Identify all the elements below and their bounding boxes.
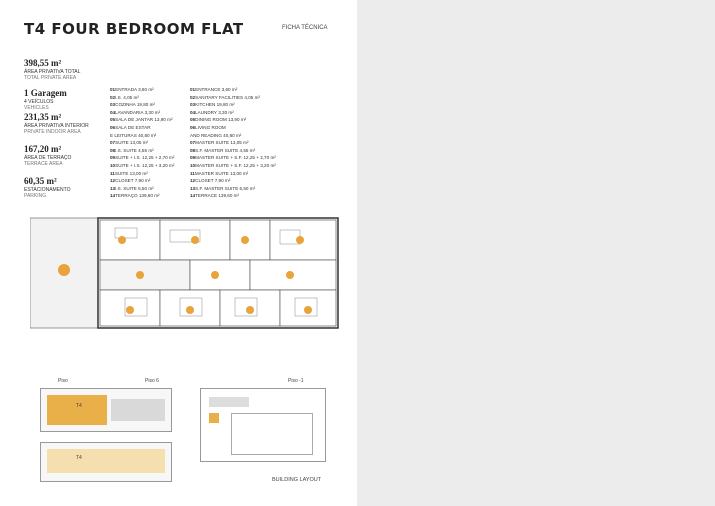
room-name: SUITE 13,00 m² (114, 170, 148, 176)
room-row (190, 94, 260, 102)
stat-value: 60,35 m² (24, 176, 57, 186)
room-name: AND READING 40,80 m² (190, 132, 242, 138)
room-row (190, 177, 230, 185)
room-name: ENTRANCE 3,60 m² (195, 87, 238, 92)
stat-label-en: PARKING (24, 193, 47, 199)
room-name: I.S. 4,05 m² (115, 94, 139, 100)
room-number: 10 (110, 163, 116, 168)
stat-value: 398,55 m² (24, 58, 62, 68)
stat-label-en: TOTAL PRIVATE AREA (24, 75, 77, 81)
room-number: 08 (110, 147, 116, 153)
room-number: 04 (190, 109, 196, 115)
room-number: 14 (110, 193, 116, 199)
room-number: 01 (110, 87, 116, 92)
room-row (190, 185, 255, 193)
stat-label-en: TERRACE AREA (24, 161, 63, 167)
room-name: TERRACE 139,60 m² (195, 193, 240, 199)
layout-floor-6-label: Piso 6 (145, 378, 159, 384)
room-name: SALA DE ESTAR (115, 125, 151, 130)
stat-value: 167,20 m² (24, 144, 62, 154)
room-name: TERRAÇO 139,60 m² (115, 193, 160, 199)
room-number: 12 (190, 178, 196, 184)
page-title: T4 FOUR BEDROOM FLAT (24, 20, 244, 38)
room-row (110, 147, 154, 155)
room-number: 13 (110, 185, 116, 191)
room-name: I.S. SUITE 4,55 m² (115, 147, 154, 153)
room-number: 10 (190, 163, 196, 168)
stat-label: 4 VEÍCULOS (24, 99, 54, 105)
room-row (110, 185, 154, 193)
layout-floor-minus1-box (200, 388, 326, 462)
room-row (190, 116, 246, 124)
room-name: SUITE + I.S. 12,25 + 3,20 m² (115, 163, 175, 168)
room-number: 03 (110, 102, 116, 108)
room-number: 06 (190, 125, 196, 130)
building-layout-label: BUILDING LAYOUT (272, 477, 322, 483)
room-name: SUITE + I.S. 12,25 + 2,70 m² (115, 155, 175, 161)
room-row (110, 177, 150, 185)
room-name: MASTER SUITE 13,00 m² (194, 170, 249, 176)
room-row (110, 116, 172, 124)
room-row (110, 86, 154, 94)
room-number: 08 (190, 147, 196, 153)
room-row (110, 139, 148, 147)
layout-floor-label: Piso (58, 378, 68, 384)
room-number: 09 (110, 155, 116, 161)
room-name: ENTRADA 3,60 m² (115, 87, 154, 92)
room-name: E LEITURAS 40,80 m² (110, 132, 157, 138)
room-row (190, 86, 237, 94)
room-row (110, 170, 148, 178)
room-name: DINING ROOM 13,90 m² (195, 117, 247, 123)
stat-value: 231,35 m² (24, 112, 62, 122)
stat-label: ÁREA PRIVATIVA TOTAL (24, 69, 81, 75)
room-number: 09 (190, 155, 196, 161)
room-row (190, 154, 276, 162)
floor-plan (30, 210, 340, 350)
room-number: 02 (110, 94, 116, 100)
room-row (110, 154, 174, 162)
stat-label: ÁREA PRIVATIVA INTERIOR (24, 123, 89, 129)
layout-floor-box-2 (40, 442, 172, 482)
room-name: COZINHA 19,80 m² (115, 102, 155, 108)
room-number: 12 (110, 178, 116, 184)
room-number: 06 (110, 125, 116, 130)
room-name: CLOSET 7,90 m² (195, 178, 231, 184)
room-name: MASTER SUITE + S.F. 12,25 + 2,70 m² (195, 155, 276, 161)
room-name: SUITE 13,05 m² (115, 140, 149, 146)
layout-floor-box (40, 388, 172, 432)
room-row (190, 170, 248, 178)
room-row (110, 124, 151, 132)
room-name: SALA DE JANTAR 13,90 m² (115, 117, 173, 123)
left-page (0, 0, 357, 506)
room-name: LAVANDARIA 3,30 m² (115, 109, 161, 115)
room-number: 01 (190, 87, 196, 92)
room-name: MASTER SUITE 13,05 m² (195, 140, 249, 146)
room-row (190, 109, 234, 117)
room-number: 11 (190, 170, 195, 176)
room-number: 07 (110, 140, 116, 146)
room-number: 05 (110, 117, 116, 123)
room-row (110, 109, 160, 117)
room-name: LIVING ROOM (195, 125, 226, 130)
room-name: KITCHEN 19,80 m² (195, 102, 235, 108)
room-number: 11 (110, 170, 115, 176)
stat-label-en: VEHICLES (24, 105, 49, 111)
room-row (110, 101, 155, 109)
room-row (190, 192, 239, 200)
ficha-tecnica-label: FICHA TÉCNICA (282, 25, 328, 31)
room-row (110, 162, 174, 170)
stat-value: 1 Garagem (24, 88, 67, 98)
room-row (110, 132, 156, 140)
room-name: MASTER SUITE + S.F. 12,25 + 3,20 m² (195, 163, 276, 168)
room-name: SANITARY FACILITIES 4,05 m² (195, 94, 260, 100)
room-number: 05 (190, 117, 196, 123)
room-number: 02 (190, 94, 196, 100)
layout-unit-label: T4 (76, 403, 82, 409)
room-row (190, 147, 255, 155)
room-row (190, 162, 276, 170)
room-number: 14 (190, 193, 196, 199)
room-number: 04 (110, 109, 116, 115)
room-number: 03 (190, 102, 196, 108)
room-name: I.S. SUITE 6,50 m² (115, 185, 154, 191)
stat-label-en: PRIVATE INDOOR AREA (24, 129, 81, 135)
room-row (190, 124, 226, 132)
stat-label: ESTACIONAMENTO (24, 187, 71, 193)
room-name: CLOSET 7,90 m² (115, 178, 151, 184)
room-row (190, 132, 241, 140)
room-row (190, 101, 235, 109)
room-row (190, 139, 248, 147)
room-row (110, 192, 160, 200)
right-page (357, 0, 715, 506)
room-row (110, 94, 139, 102)
room-name: LAUNDRY 3,30 m² (195, 109, 234, 115)
layout-unit-label-2: T4 (76, 455, 82, 461)
room-number: 07 (190, 140, 196, 146)
stat-label: ÁREA DE TERRAÇO (24, 155, 72, 161)
room-number: 13 (190, 185, 196, 191)
layout-floor-minus1-label: Piso -1 (288, 378, 304, 384)
room-name: S.F. MASTER SUITE 4,55 m² (195, 147, 256, 153)
room-name: S.F. MASTER SUITE 6,50 m² (195, 185, 256, 191)
